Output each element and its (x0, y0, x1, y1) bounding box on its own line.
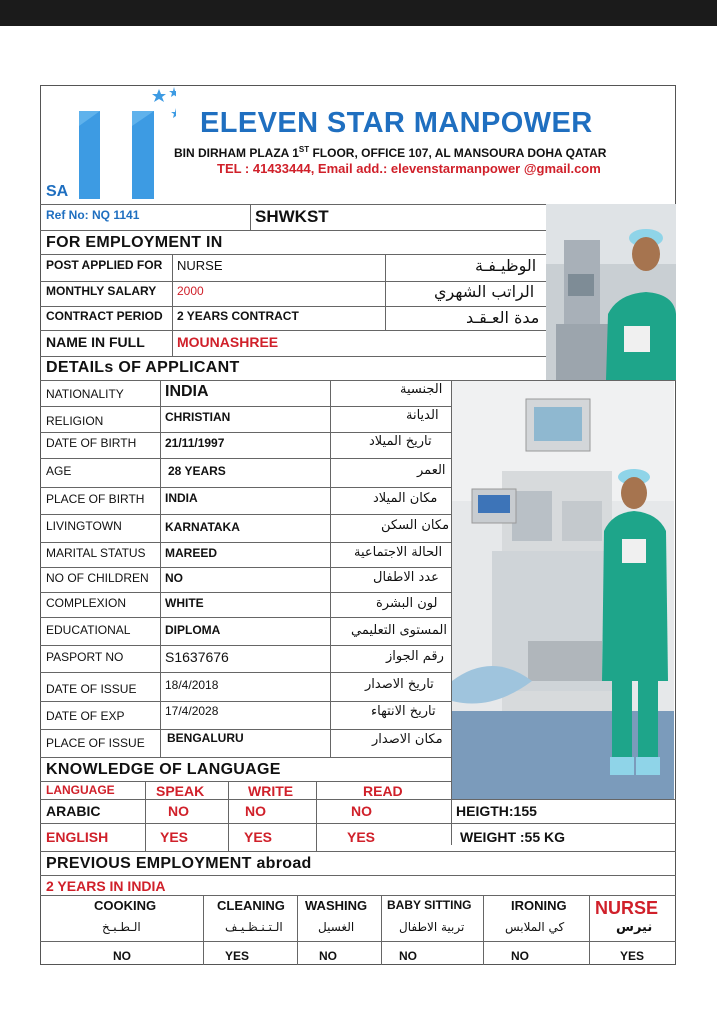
language-speak: NO (168, 803, 189, 819)
speak-header: SPEAK (156, 783, 205, 799)
applicant-portrait-photo (546, 204, 676, 380)
detail-arabic: مكان الميلاد (373, 491, 438, 506)
detail-value: CHRISTIAN (165, 410, 231, 424)
skill-value: NO (399, 949, 417, 963)
detail-label: NO OF CHILDREN (46, 571, 149, 585)
ref-code: SHWKST (255, 207, 329, 226)
skill-label: BABY SITTING (387, 898, 472, 912)
detail-label: MARITAL STATUS (46, 546, 146, 560)
detail-label: COMPLEXION (46, 596, 127, 610)
language-header: LANGUAGE (46, 783, 115, 797)
read-header: READ (363, 783, 403, 799)
skill-arabic: الـطـبـخ (102, 920, 141, 934)
detail-label: LIVINGTOWN (46, 519, 122, 533)
skill-value: NO (319, 949, 337, 963)
language-speak: YES (160, 829, 189, 845)
detail-label: NATIONALITY (46, 387, 124, 401)
top-status-bar (0, 0, 717, 26)
post-applied-label: POST APPLIED FOR (46, 258, 163, 272)
detail-label: DATE OF BIRTH (46, 436, 137, 450)
logo-prefix: SA (46, 183, 69, 200)
detail-arabic: تاريخ الاصدار (365, 677, 434, 692)
detail-label: PLACE OF BIRTH (46, 492, 145, 506)
skill-value: NO (113, 949, 131, 963)
write-header: WRITE (248, 783, 294, 799)
detail-arabic: رقم الجواز (386, 649, 444, 664)
detail-arabic: تاريخ الميلاد (369, 434, 432, 449)
detail-arabic: تاريخ الانتهاء (371, 704, 436, 719)
language-read: NO (351, 803, 372, 819)
detail-label: PLACE OF ISSUE (46, 736, 145, 750)
detail-label: DATE OF ISSUE (46, 682, 137, 696)
detail-arabic: العمر (417, 463, 446, 478)
weight-value: WEIGHT :55 KG (460, 829, 566, 845)
detail-value: INDIA (165, 491, 198, 505)
skill-label: WASHING (305, 898, 368, 913)
detail-value: 18/4/2018 (165, 678, 219, 692)
language-name: ENGLISH (46, 829, 109, 845)
skill-label: COOKING (94, 898, 157, 913)
details-section-title: DETAILs OF APPLICANT (46, 359, 240, 376)
contract-period-value: 2 YEARS CONTRACT (177, 309, 299, 323)
detail-arabic: مكان الاصدار (372, 732, 443, 747)
full-name-value: MOUNASHREE (177, 334, 279, 350)
language-write: NO (245, 803, 266, 819)
skill-arabic: نيرس (616, 920, 653, 935)
skill-value: YES (225, 949, 250, 963)
detail-value: 21/11/1997 (165, 436, 225, 450)
post-applied-arabic: الوظيـفـة (475, 256, 537, 275)
employment-section-title: FOR EMPLOYMENT IN (46, 234, 223, 251)
skill-label: IRONING (511, 898, 567, 913)
post-applied-value: NURSE (177, 258, 223, 273)
detail-value: BENGALURU (167, 731, 244, 745)
skill-value: YES (620, 949, 645, 963)
skill-label: CLEANING (217, 898, 285, 913)
skill-arabic: تربية الاطفال (399, 920, 465, 934)
language-name: ARABIC (46, 803, 101, 819)
detail-value: 28 YEARS (168, 464, 226, 478)
detail-label: AGE (46, 464, 72, 478)
detail-value: KARNATAKA (165, 520, 240, 534)
ref-number: Ref No: NQ 1141 (46, 208, 140, 222)
detail-arabic: الديانة (406, 408, 439, 423)
detail-arabic: الجنسية (400, 382, 443, 397)
company-address: BIN DIRHAM PLAZA 1ST FLOOR, OFFICE 107, AL MANSOURA DOHA QATAR (174, 145, 607, 160)
detail-value: MAREED (165, 546, 218, 560)
previous-employment-title: PREVIOUS EMPLOYMENT abroad (46, 855, 312, 872)
contract-period-label: CONTRACT PERIOD (46, 309, 163, 323)
detail-value: DIPLOMA (165, 623, 221, 637)
monthly-salary-label: MONTHLY SALARY (46, 284, 157, 298)
detail-value: WHITE (165, 596, 204, 610)
previous-employment-years: 2 YEARS IN INDIA (46, 878, 166, 894)
detail-value: NO (165, 571, 183, 585)
detail-label: DATE OF EXP (46, 709, 125, 723)
monthly-salary-arabic: الراتب الشهري (434, 282, 535, 301)
skill-arabic: الـتـنـظـيـف (225, 920, 283, 934)
skill-arabic: الغسيل (318, 920, 355, 934)
skill-arabic: كي الملابس (505, 920, 565, 934)
company-name: ELEVEN STAR MANPOWER (200, 107, 593, 139)
skill-label: NURSE (595, 898, 659, 918)
company-contact: TEL : 41433444, Email add.: elevenstarmanpower @gmail.com (217, 161, 601, 176)
applicant-full-photo (452, 381, 674, 799)
language-read: YES (347, 829, 376, 845)
detail-arabic: المستوى التعليمي (351, 623, 447, 638)
language-write: YES (244, 829, 273, 845)
detail-arabic: لون البشرة (376, 596, 438, 611)
detail-value: S1637676 (165, 649, 229, 665)
height-value: HEIGTH:155 (456, 803, 537, 819)
contract-period-arabic: مدة العـقـد (466, 308, 540, 327)
detail-arabic: عدد الاطفال (373, 570, 439, 585)
detail-label: RELIGION (46, 414, 104, 428)
full-name-label: NAME IN FULL (46, 334, 145, 350)
detail-arabic: الحالة الاجتماعية (354, 545, 443, 560)
language-section-title: KNOWLEDGE OF LANGUAGE (46, 761, 281, 778)
detail-value: 17/4/2028 (165, 704, 219, 718)
skill-value: NO (511, 949, 529, 963)
detail-label: EDUCATIONAL (46, 623, 131, 637)
detail-label: PASPORT NO (46, 650, 124, 664)
detail-value: INDIA (165, 383, 209, 400)
monthly-salary-value: 2000 (177, 284, 204, 298)
detail-arabic: مكان السكن (381, 518, 450, 533)
